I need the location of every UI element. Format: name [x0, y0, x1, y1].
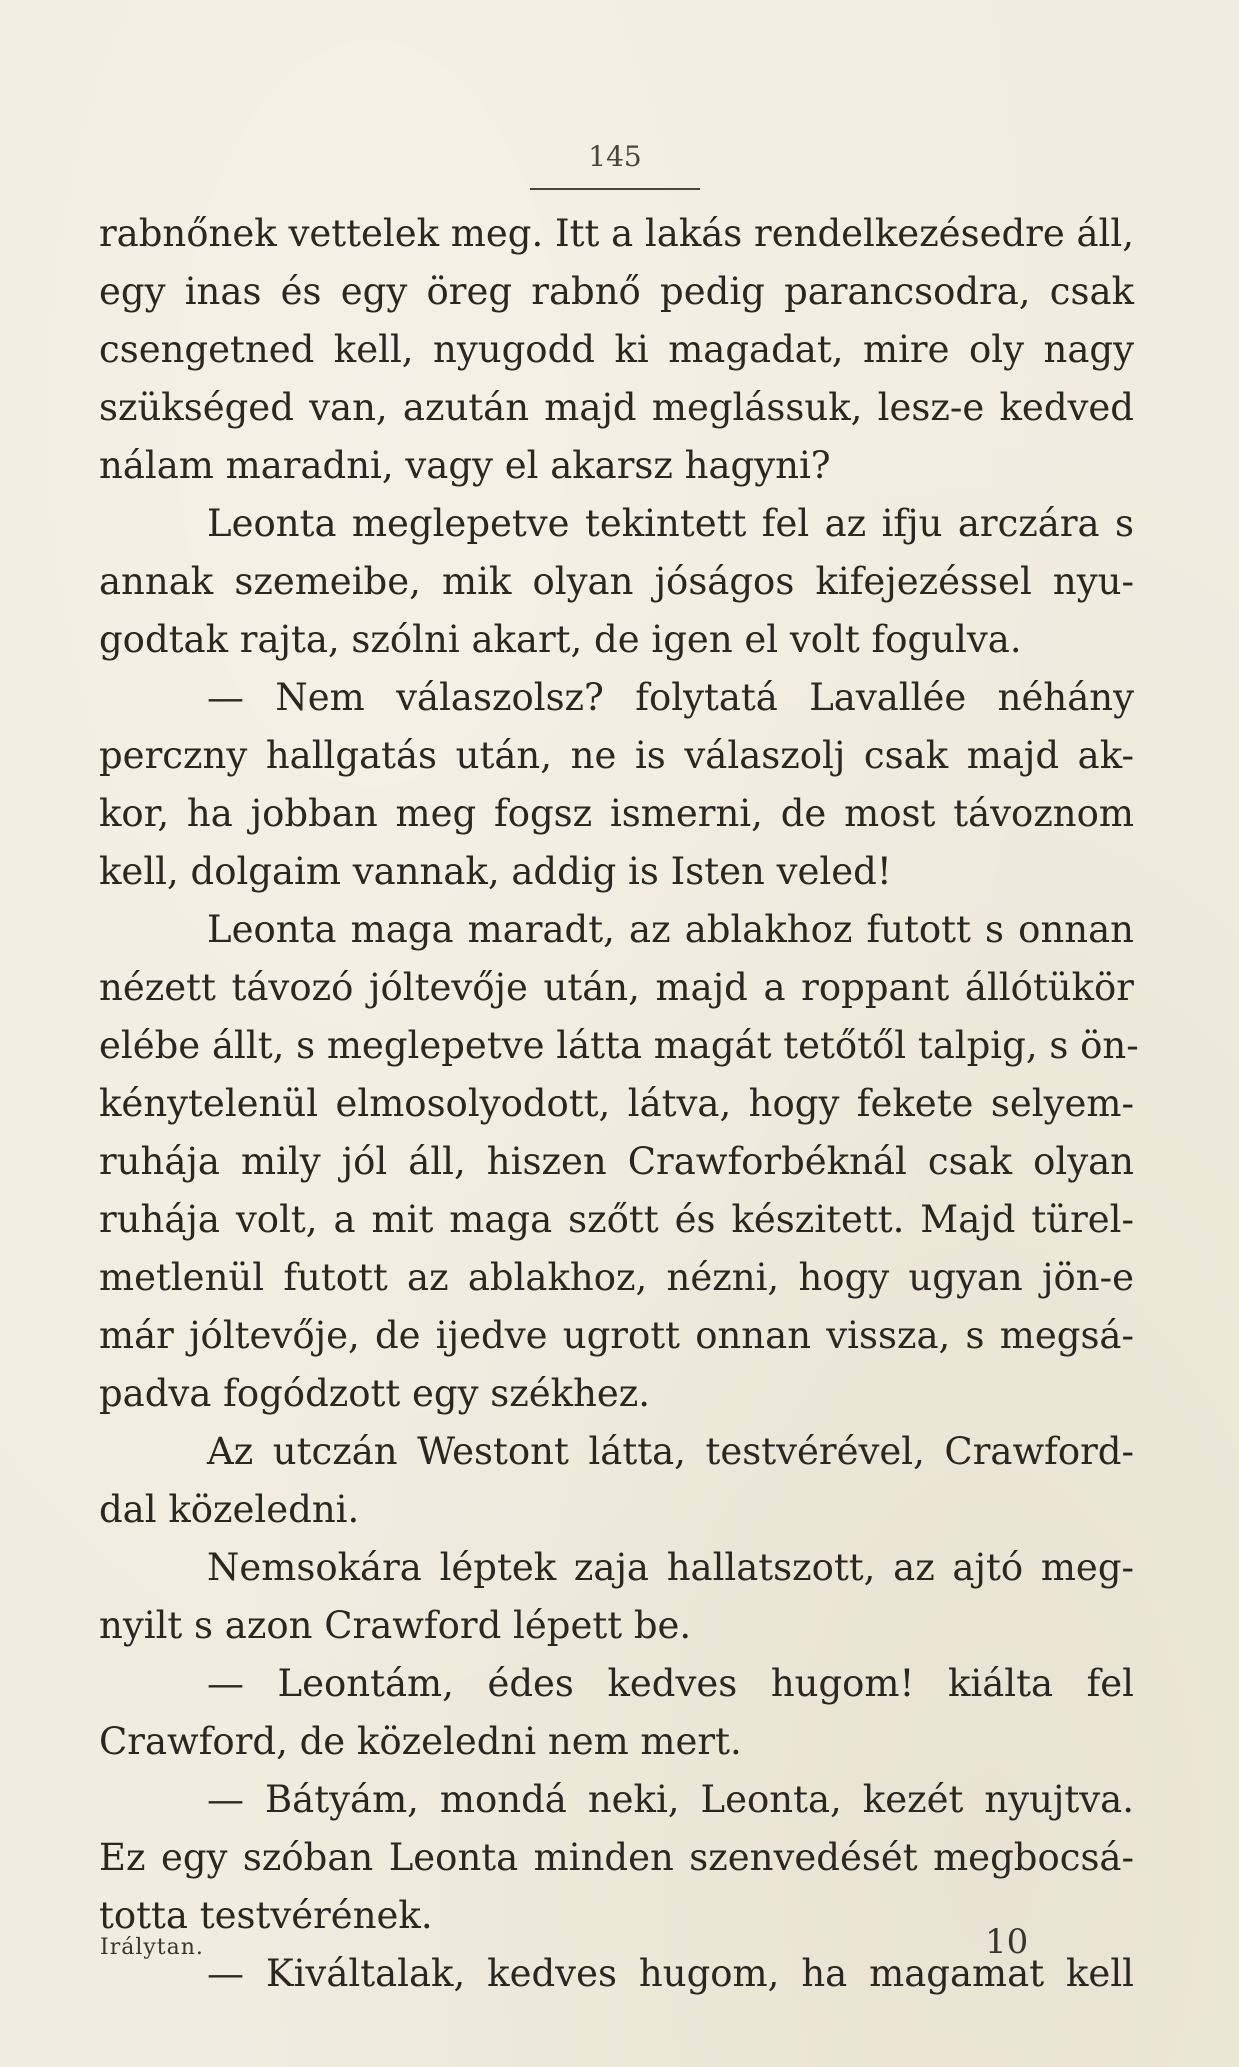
text-line: — Kiváltalak, kedves hugom, ha magamat kell — [207, 1952, 1134, 1995]
text-line: ruhája mily jól áll, hiszen Crawforbéknál csak olyan — [99, 1140, 1134, 1183]
text-line: rabnőnek vettelek meg. Itt a lakás rendelkezésedre áll, — [99, 212, 1134, 255]
text-line: Ez egy szóban Leonta minden szenvedését megbocsá- — [99, 1836, 1134, 1879]
text-line: annak szemeibe, mik olyan jóságos kifejezéssel nyu- — [99, 560, 1134, 603]
footer-signature: Irálytan. — [100, 1935, 204, 1960]
text-line: kor, ha jobban meg fogsz ismerni, de most távoznom — [99, 792, 1134, 835]
text-line: szükséged van, azután majd meglássuk, lesz-e kedved — [99, 386, 1134, 429]
text-line: perczny hallgatás után, ne is válaszolj csak majd ak- — [99, 734, 1134, 777]
text-line: nyilt s azon Crawford lépett be. — [99, 1604, 692, 1647]
text-line: már jóltevője, de ijedve ugrott onnan vissza, s megsá- — [99, 1314, 1134, 1357]
footer-sheet-number: 10 — [985, 1922, 1029, 1962]
text-line: elébe állt, s meglepetve látta magát tetőtől talpig, s ön- — [99, 1024, 1139, 1067]
text-line: kell, dolgaim vannak, addig is Isten veled! — [99, 850, 892, 893]
text-line: nézett távozó jóltevője után, majd a roppant állótükör — [99, 966, 1134, 1009]
body-text — [99, 205, 1139, 2003]
text-line: padva fogódzott egy székhez. — [99, 1372, 651, 1415]
text-line: godtak rajta, szólni akart, de igen el volt fogulva. — [99, 618, 1022, 661]
text-line: egy inas és egy öreg rabnő pedig parancsodra, csak — [99, 270, 1134, 313]
text-line: — Bátyám, mondá neki, Leonta, kezét nyujtva. — [207, 1778, 1134, 1821]
text-line: dal közeledni. — [99, 1488, 360, 1531]
text-line: Leonta meglepetve tekintett fel az ifju arczára s — [207, 502, 1134, 545]
text-line: totta testvérének. — [99, 1894, 433, 1937]
text-line: Nemsokára léptek zaja hallatszott, az ajtó meg- — [207, 1546, 1134, 1589]
text-line: Leonta maga maradt, az ablakhoz futott s onnan — [207, 908, 1134, 951]
text-line: csengetned kell, nyugodd ki magadat, mire oly nagy — [99, 328, 1134, 371]
header-rule — [530, 188, 700, 190]
text-line: — Leontám, édes kedves hugom! kiálta fel — [207, 1662, 1134, 1705]
text-line: kénytelenül elmosolyodott, látva, hogy fekete selyem- — [99, 1082, 1134, 1125]
page-number: 145 — [588, 140, 642, 173]
text-line: metlenül futott az ablakhoz, nézni, hogy ugyan jön-e — [99, 1256, 1134, 1299]
text-line: nálam maradni, vagy el akarsz hagyni? — [99, 444, 831, 487]
text-line: ruhája volt, a mit maga szőtt és készitett. Majd türel- — [99, 1198, 1134, 1241]
text-line: Az utczán Westont látta, testvérével, Crawford- — [207, 1430, 1134, 1473]
text-line: — Nem válaszolsz? folytatá Lavallée néhány — [207, 676, 1134, 719]
text-line: Crawford, de közeledni nem mert. — [99, 1720, 742, 1763]
